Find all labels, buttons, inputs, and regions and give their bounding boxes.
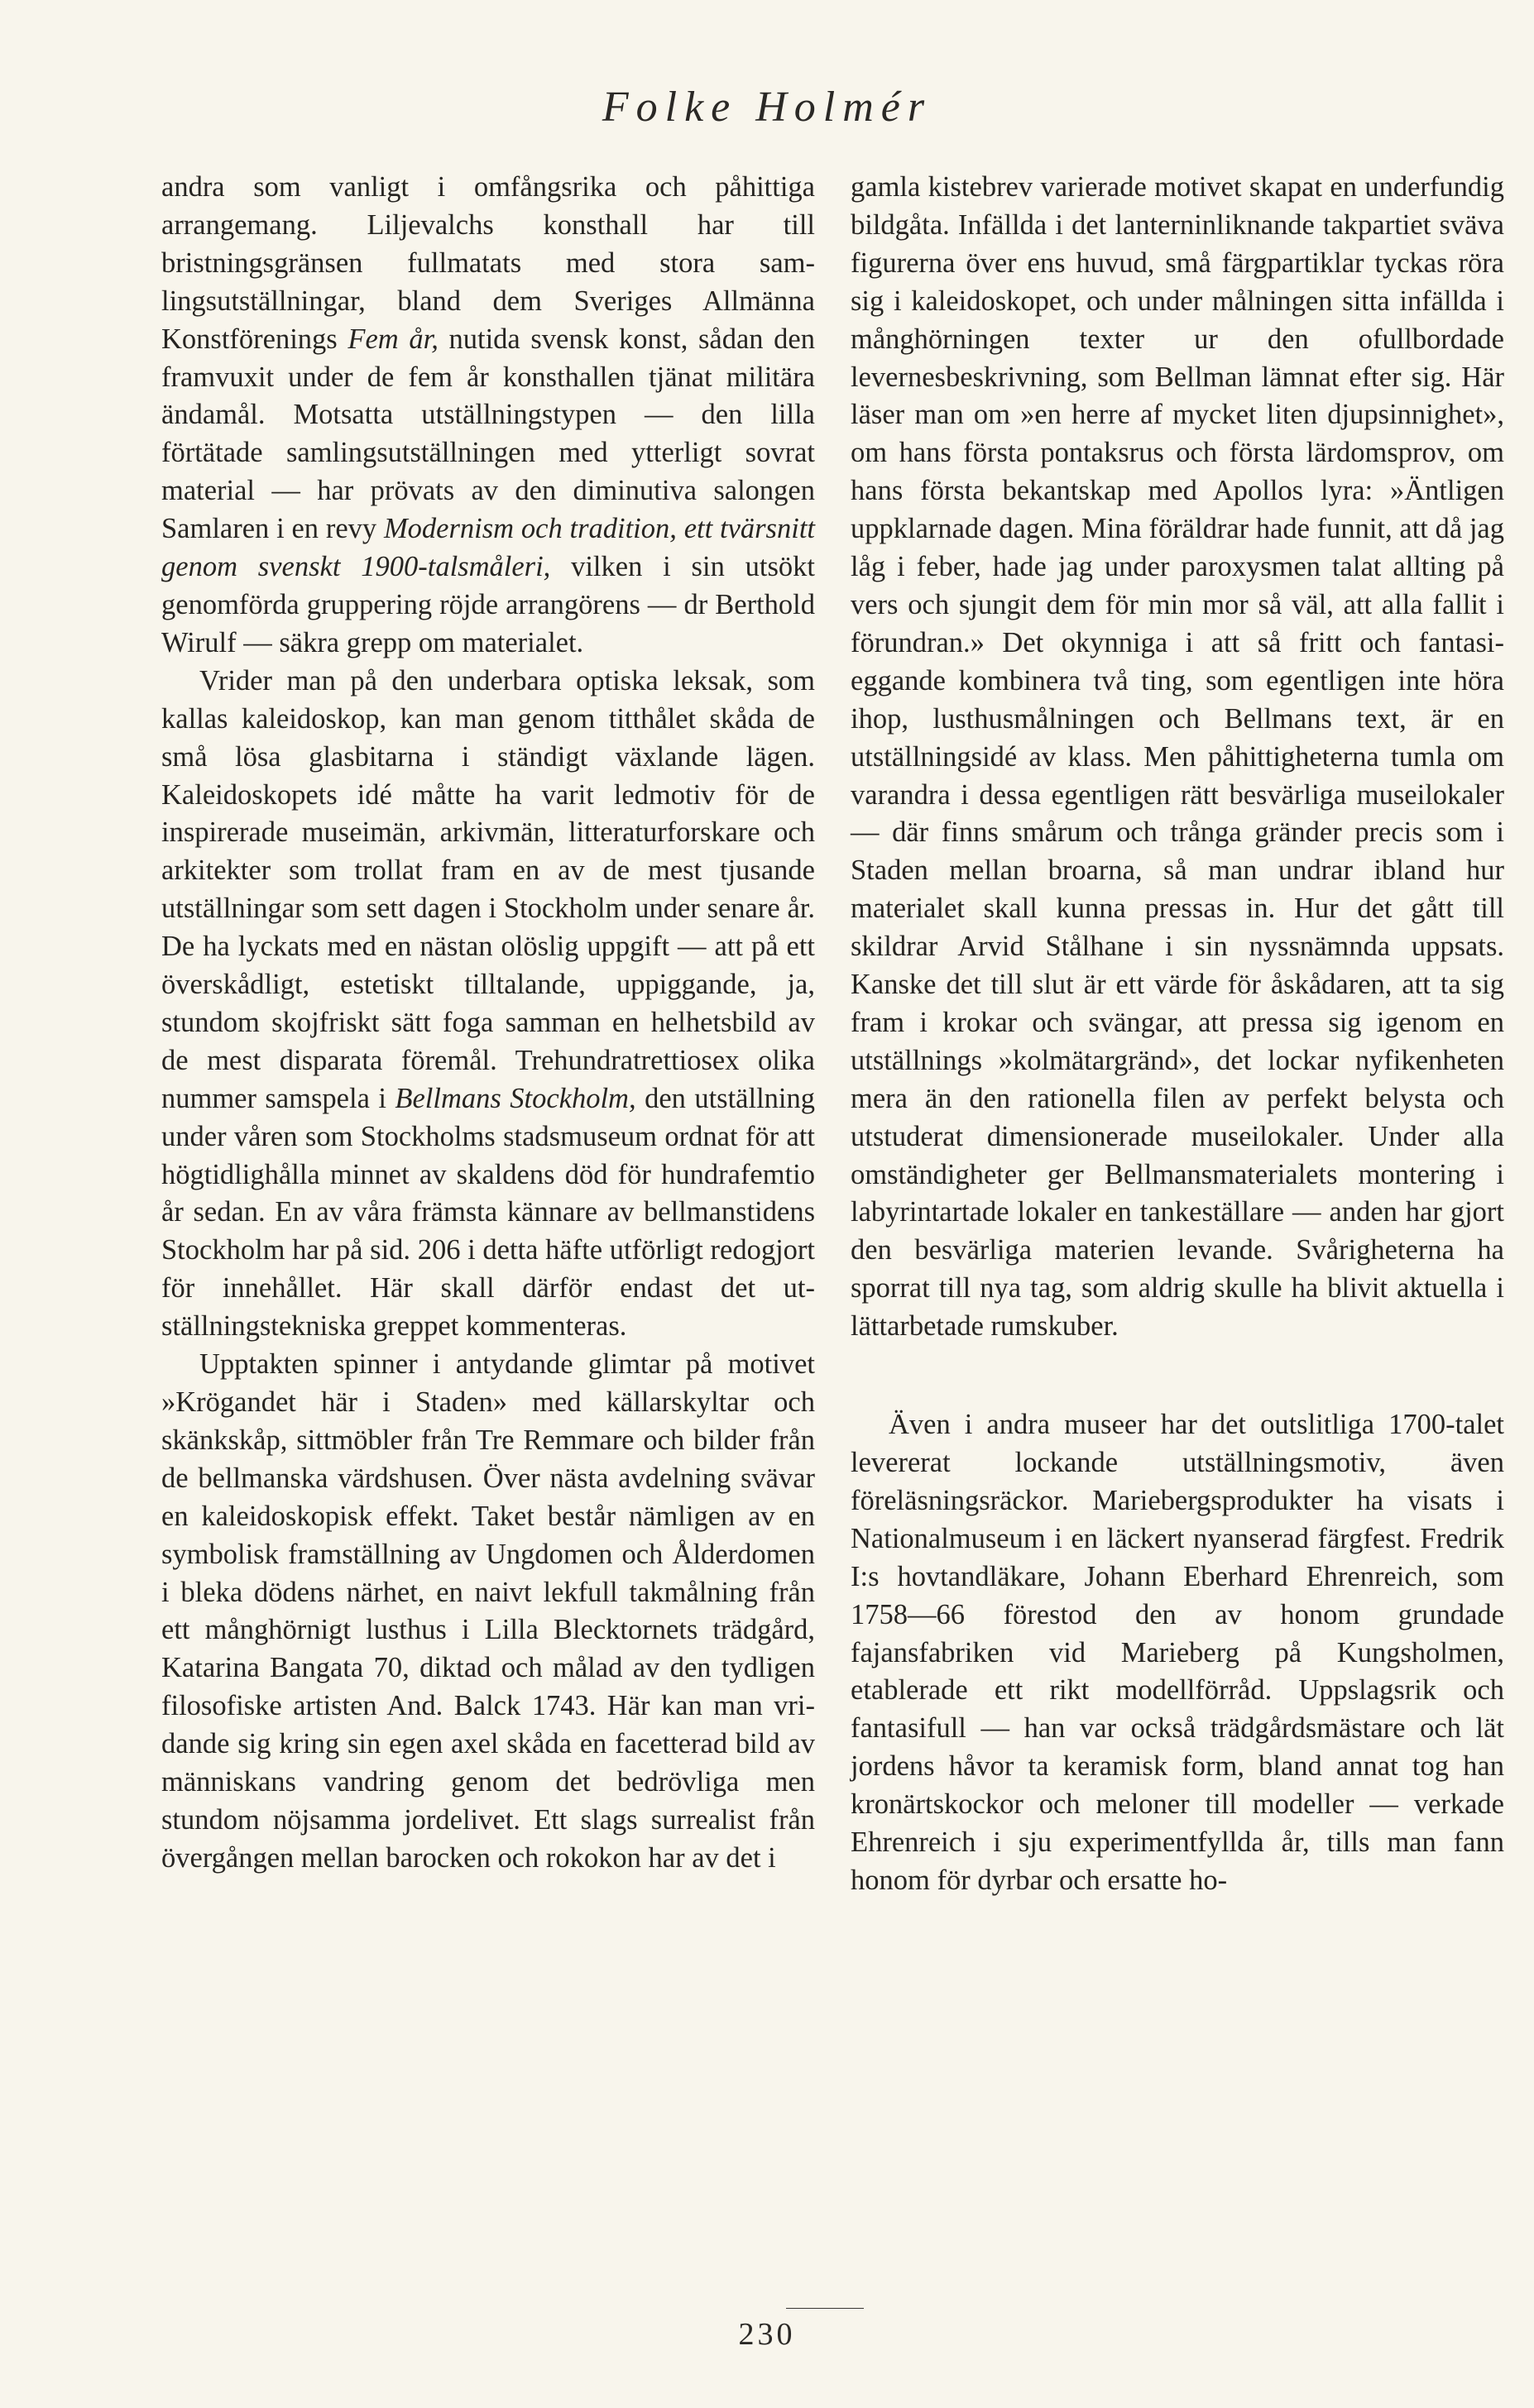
text-run: den utställning under våren som Stockholms stadsmuseum ordnat för att högtidlighålla minnet av skaldens död för hundrafemtio år sedan. En av våra främsta kännare av bellmanstidens Stockholm har på sid. 206 i detta häfte utförligt redogjort för innehållet. Här skall därför endast det utställningstekniska greppet kommenteras. [161, 1082, 816, 1343]
italic-title: Bellmans Stockholm, [395, 1082, 636, 1114]
running-head-author: Folke Holmér [602, 84, 932, 131]
text-run: nutida svensk konst, sådan den framvuxit under de fem år konsthallen tjänat militära ändamål. Motsatta utställningstypen — den lilla förtätade samlingsutställningen med ytterligt sovrat material — har prövats av den diminutiva salongen Samlaren i en revy [161, 323, 815, 545]
text-run: Även i andra museer har det outslitliga 1700-talet levererat lockande utställningsmotiv, även föreläsningsräckor. Mariebergsprodukter ha visats i Nationalmuseum i en läckert nyanserad färgfest. Fredrik I:s hovtandläkare, Johann Eberhard Ehrenreich, som 1758—66 förestod den av honom grundade fajansfabriken vid Marieberg på Kungsholmen, etablerade ett rikt modellförråd. Uppslagsrik och fantasifull — han var också trädgårdsmästare och lät jordens håvor ta keramisk form, bland annat tog han kronärtskockor och meloner till modeller — verkade Ehrenreich i sju experimentfyllda år, tills man fann honom för dyrbar och ersatte ho- [851, 1409, 1504, 1896]
paragraph [851, 1406, 1504, 1900]
paragraph [161, 169, 815, 663]
text-run: vilken i sin utsökt genomförda gruppering röjde arrangörens — dr Berthold Wirulf — säkra grepp om materialet. [161, 551, 815, 658]
text-run: Upptakten spinner i antydande glimtar på motivet »Krögandet här i Staden» med källarskyltar och skänkskåp, sittmöbler från Tre Remmare och bilder från de bellmanska värdshusen. Över nästa avdelning svävar en kaleidoskopisk effekt. Taket består nämligen av en symbolisk framställning av Ungdomen och Ålderdomen i bleka dödens närhet, en naivt lekfull takmålning från ett månghörnigt lusthus i Lilla Blecktornets trädgård, Katarina Bangata 70, diktad och målad av den tydligen filosofiske artisten And. Balck 1743. Här kan man vridande sig kring sin egen axel skåda en facetterad bild av människans vandring genom det bedrövliga men stundom nöjsamma jordelivet. Ett slags surrealist från övergången mellan barocken och rokokon har av det i [161, 1348, 815, 1874]
text-run: gamla kistebrev varierade motivet skapat en underfundig bildgåta. Infällda i det lanterninliknande takpartiet sväva figurerna över ens huvud, små färgpartiklar tyckas röra sig i kaleidoskopet, och under målningen sitta infällda i månghörningen texter ur den ofullbordade levernesbeskrivning, som Bellman lämnat efter sig. Här läser man om »en herre af mycket liten djupsinnighet», om hans första pontaksrus och första lärdomsprov, om hans första bekantskap med Apollos lyra: »Äntligen uppklarnade dagen. Mina föräldrar hade funnit, att då jag låg i feber, hade jag under paroxysmen talat allting på vers och sjungit dem för min mor så väl, att alla fallit i förundran.» Det okynniga i att så fritt och fantasieggande kombinera två ting, som egentligen inte höra ihop, lusthusmålningen och Bellmans text, är en utställningsidé av klass. Men påhittigheterna tumla om varandra i dessa egentligen rätt besvärliga museilokaler — där finns smårum och trånga gränder precis som i Staden mellan broarna, så man undrar ibland hur materialet skall kunna pressas in. Hur det gått till skildrar Arvid Stålhane i sin nyssnämnda uppsats. Kanske det till slut är ett värde för åskådaren, att ta sig fram i krokar och svängar, att pressa sig igenom en utställnings »kolmätargränd», det lockar nyfikenheten mera än den rationella filen av perfekt belysta och utstuderat dimensionerade museilokaler. Under alla omständigheter ger Bellmansmaterialets montering i labyrintartade lokaler en tankeställare — anden har gjort den besvärliga materien levande. Svårigheterna ha sporrat till nya tag, som aldrig skulle ha blivit aktuella i lättarbetade rumskuber. [851, 171, 1504, 1343]
right-column [851, 169, 1504, 1900]
paragraph [161, 663, 815, 1346]
footer-rule [786, 2308, 864, 2309]
page-number: 230 [738, 2317, 796, 2352]
text-run: andra som vanligt i omfångsrika och påhittiga arrangemang. Liljevalchs konsthall har till bristningsgränsen fullmatats med stora samlingsutställningar, bland dem Sveriges Allmänna Konstförenings [161, 171, 815, 355]
italic-title: Modernism och tradition, ett tvärsnitt genom svenskt 1900-talsmåleri, [161, 513, 815, 583]
paragraph [851, 169, 1504, 1346]
text-run: Vrider man på den underbara optiska leksak, som kallas kaleidoskop, kan man genom titthålet skåda de små lösa glasbitarna i ständigt växlande lägen. Kaleidoskopets idé måtte ha varit ledmotiv för de inspirerade museimän, arkivmän, litteraturforskare och arkitekter som trollat fram en av de mest tjusande utställningar som sett dagen i Stockholm under senare år. De ha lyckats med en nästan olöslig uppgift — att på ett överskådligt, estetiskt tilltalande, uppiggande, ja, stundom skojfriskt sätt foga samman en helhetsbild av de mest disparata föremål. Trehundratrettiosex olika nummer samspela i [161, 664, 815, 1114]
paragraph [161, 1346, 815, 1878]
italic-title: Fem år, [348, 323, 439, 355]
left-column [161, 169, 815, 1878]
